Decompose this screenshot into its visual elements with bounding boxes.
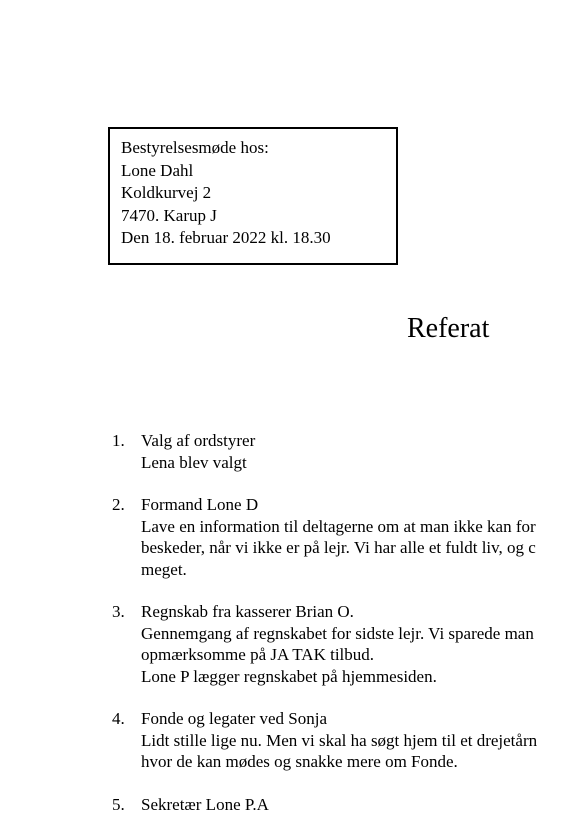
- agenda-item-heading: Regnskab fra kasserer Brian O.: [141, 602, 354, 621]
- agenda-item-number: 1.: [112, 431, 125, 450]
- agenda-item: [112, 794, 572, 816]
- address-line: Den 18. februar 2022 kl. 18.30: [121, 228, 331, 247]
- agenda-item-number: 3.: [112, 602, 125, 621]
- agenda-item: [112, 494, 572, 580]
- address-line: Bestyrelsesmøde hos:: [121, 138, 269, 157]
- address-line: 7470. Karup J: [121, 205, 217, 225]
- page-title: Referat: [407, 313, 490, 344]
- agenda-item: [112, 708, 572, 773]
- agenda-item-text: Lidt stille lige nu. Men vi skal ha søgt hjem til et drejetårn: [141, 730, 538, 750]
- address-line: Lone Dahl: [121, 160, 194, 180]
- agenda-item-text: hvor de kan mødes og snakke mere om Fonde.: [141, 752, 458, 771]
- agenda-item: [112, 601, 572, 687]
- agenda-item: [112, 430, 572, 473]
- agenda-item-text: opmærksomme på JA TAK tilbud.: [141, 645, 375, 664]
- agenda-item-heading: Formand Lone D: [141, 495, 259, 514]
- agenda-item-heading: Valg af ordstyrer: [141, 431, 256, 450]
- agenda-item-heading: Sekretær Lone P.A: [141, 794, 269, 814]
- agenda-item-text: Gennemgang af regnskabet for sidste lejr. Vi sparede man: [141, 623, 534, 643]
- agenda-item-text: beskeder, når vi ikke er på lejr. Vi har alle et fuldt liv, og c: [141, 538, 536, 557]
- agenda-item-number: 2.: [112, 495, 125, 514]
- agenda-item-text: meget.: [141, 559, 187, 579]
- agenda-item-text: Lave en information til deltagerne om at man ikke kan for: [141, 516, 536, 536]
- address-line: Koldkurvej 2: [121, 183, 212, 202]
- agenda-list: [112, 430, 572, 836]
- meeting-address-box: [108, 127, 398, 265]
- agenda-item-text: Lena blev valgt: [141, 452, 247, 472]
- agenda-item-number: 5.: [112, 794, 125, 814]
- agenda-item-heading: Fonde og legater ved Sonja: [141, 709, 328, 728]
- agenda-item-text: Lone P lægger regnskabet på hjemmesiden.: [141, 666, 437, 686]
- agenda-item-number: 4.: [112, 709, 125, 728]
